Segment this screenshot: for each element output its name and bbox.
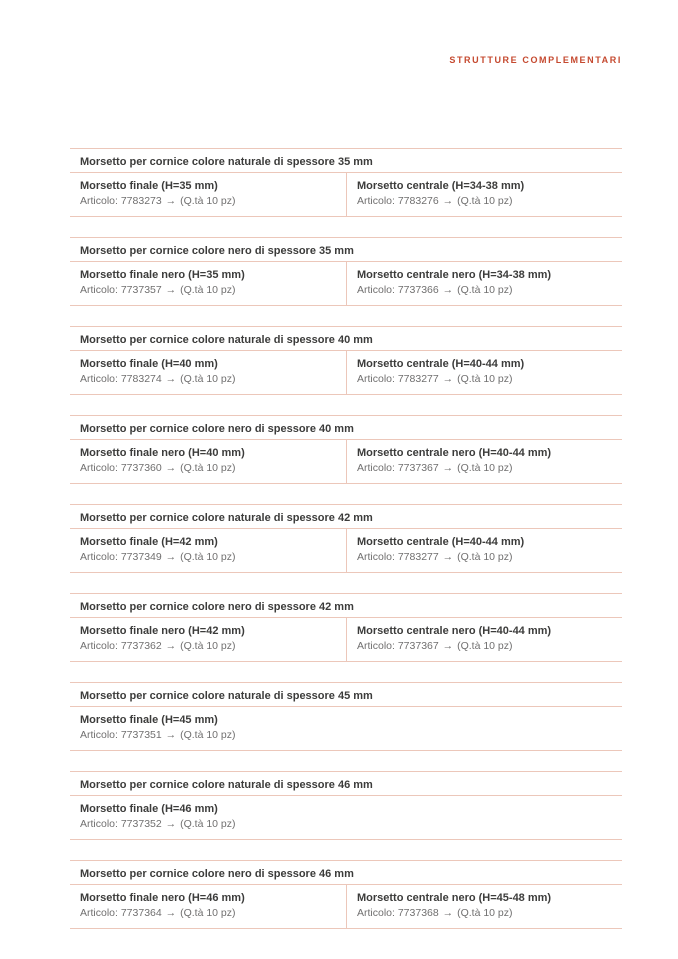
article-text: Articolo: 7737360 [80,462,162,474]
arrow-right-icon: → [165,551,177,563]
arrow-right-icon: → [165,373,177,385]
section-title: Morsetto per cornice colore naturale di spessore 40 mm [70,327,622,351]
product-section [70,682,622,751]
section-title: Morsetto per cornice colore naturale di spessore 45 mm [70,683,622,707]
arrow-right-icon: → [442,907,454,919]
section-body [70,262,622,306]
product-section [70,504,622,573]
arrow-right-icon: → [165,729,177,741]
quantity-text: (Q.tà 10 pz) [457,551,513,563]
article-line [357,195,612,208]
article-text: Articolo: 7783274 [80,373,162,385]
product-section [70,593,622,662]
section-title: Morsetto per cornice colore nero di spessore 46 mm [70,861,622,885]
arrow-right-icon: → [165,284,177,296]
section-title: Morsetto per cornice colore naturale di spessore 46 mm [70,772,622,796]
product-cell [70,529,346,572]
product-cell [70,707,622,750]
article-text: Articolo: 7783273 [80,195,162,207]
article-line [357,462,612,475]
article-line [80,284,336,297]
quantity-text: (Q.tà 10 pz) [457,195,513,207]
product-name: Morsetto centrale (H=34-38 mm) [357,180,525,192]
section-body [70,529,622,573]
product-name: Morsetto finale nero (H=46 mm) [80,892,245,904]
product-cell [70,618,346,661]
article-line [357,907,612,920]
arrow-right-icon: → [165,640,177,652]
product-cell [346,173,622,216]
product-cell [70,440,346,483]
article-text: Articolo: 7737352 [80,818,162,830]
product-name: Morsetto finale (H=35 mm) [80,180,218,192]
product-name: Morsetto centrale (H=40-44 mm) [357,536,525,548]
article-line [80,907,336,920]
section-body [70,885,622,929]
arrow-right-icon: → [165,818,177,830]
section-title: Morsetto per cornice colore naturale di spessore 42 mm [70,505,622,529]
arrow-right-icon: → [442,551,454,563]
product-name: Morsetto centrale nero (H=34-38 mm) [357,269,552,281]
quantity-text: (Q.tà 10 pz) [180,818,236,830]
sections [70,148,622,949]
product-name: Morsetto finale (H=42 mm) [80,536,218,548]
product-cell [70,885,346,928]
page-title: STRUTTURE COMPLEMENTARI [449,55,622,65]
article-text: Articolo: 7737366 [357,284,439,296]
product-name: Morsetto finale (H=40 mm) [80,358,218,370]
product-cell [70,351,346,394]
product-cell [346,885,622,928]
arrow-right-icon: → [442,373,454,385]
quantity-text: (Q.tà 10 pz) [180,195,236,207]
section-body [70,440,622,484]
section-title: Morsetto per cornice colore nero di spessore 42 mm [70,594,622,618]
product-section [70,771,622,840]
product-cell [346,618,622,661]
product-cell [346,440,622,483]
article-text: Articolo: 7737351 [80,729,162,741]
article-line [80,818,612,831]
arrow-right-icon: → [442,462,454,474]
article-line [357,284,612,297]
arrow-right-icon: → [165,195,177,207]
product-name: Morsetto centrale (H=40-44 mm) [357,358,525,370]
product-cell [346,262,622,305]
article-line [357,373,612,386]
article-text: Articolo: 7737362 [80,640,162,652]
product-name: Morsetto centrale nero (H=40-44 mm) [357,447,552,459]
article-line [80,729,612,742]
article-line [80,195,336,208]
product-name: Morsetto centrale nero (H=45-48 mm) [357,892,552,904]
product-name: Morsetto finale (H=45 mm) [80,714,218,726]
product-section [70,148,622,217]
quantity-text: (Q.tà 10 pz) [180,373,236,385]
article-line [80,640,336,653]
article-line [80,551,336,564]
arrow-right-icon: → [165,907,177,919]
article-text: Articolo: 7737357 [80,284,162,296]
article-line [80,462,336,475]
product-section [70,860,622,929]
quantity-text: (Q.tà 10 pz) [457,640,513,652]
section-body [70,707,622,751]
quantity-text: (Q.tà 10 pz) [180,462,236,474]
quantity-text: (Q.tà 10 pz) [180,284,236,296]
product-section [70,326,622,395]
section-title: Morsetto per cornice colore nero di spessore 40 mm [70,416,622,440]
section-title: Morsetto per cornice colore nero di spessore 35 mm [70,238,622,262]
product-cell [70,262,346,305]
article-line [357,640,612,653]
product-cell [70,173,346,216]
section-body [70,173,622,217]
quantity-text: (Q.tà 10 pz) [180,907,236,919]
product-section [70,415,622,484]
quantity-text: (Q.tà 10 pz) [180,640,236,652]
quantity-text: (Q.tà 10 pz) [457,907,513,919]
product-name: Morsetto finale nero (H=40 mm) [80,447,245,459]
product-name: Morsetto finale nero (H=42 mm) [80,625,245,637]
article-text: Articolo: 7737367 [357,462,439,474]
section-body [70,796,622,840]
article-text: Articolo: 7783277 [357,551,439,563]
article-line [357,551,612,564]
arrow-right-icon: → [442,640,454,652]
quantity-text: (Q.tà 10 pz) [180,551,236,563]
product-cell [346,529,622,572]
article-text: Articolo: 7737364 [80,907,162,919]
quantity-text: (Q.tà 10 pz) [457,373,513,385]
article-text: Articolo: 7737367 [357,640,439,652]
section-body [70,618,622,662]
article-text: Articolo: 7737349 [80,551,162,563]
product-cell [346,351,622,394]
product-section [70,237,622,306]
quantity-text: (Q.tà 10 pz) [180,729,236,741]
arrow-right-icon: → [442,284,454,296]
arrow-right-icon: → [165,462,177,474]
article-text: Articolo: 7783277 [357,373,439,385]
section-body [70,351,622,395]
article-text: Articolo: 7737368 [357,907,439,919]
product-name: Morsetto finale nero (H=35 mm) [80,269,245,281]
quantity-text: (Q.tà 10 pz) [457,462,513,474]
quantity-text: (Q.tà 10 pz) [457,284,513,296]
article-line [80,373,336,386]
section-title: Morsetto per cornice colore naturale di spessore 35 mm [70,149,622,173]
product-name: Morsetto centrale nero (H=40-44 mm) [357,625,552,637]
article-text: Articolo: 7783276 [357,195,439,207]
product-cell [70,796,622,839]
arrow-right-icon: → [442,195,454,207]
product-name: Morsetto finale (H=46 mm) [80,803,218,815]
